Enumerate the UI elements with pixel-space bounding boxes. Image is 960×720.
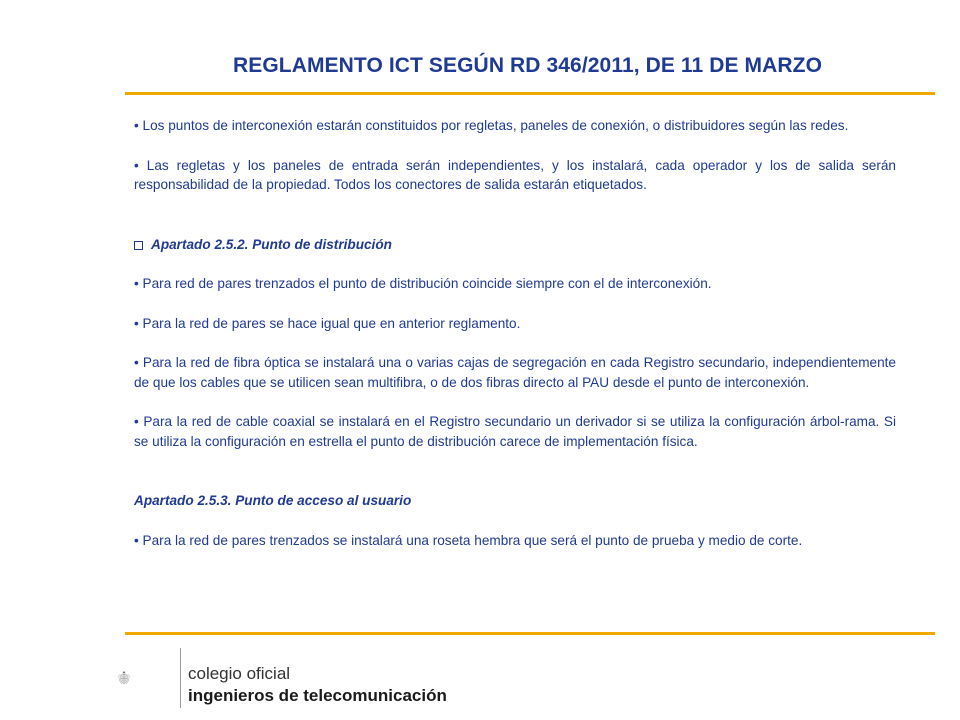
slide-title: REGLAMENTO ICT SEGÚN RD 346/2011, DE 11 DE MARZO [232, 54, 823, 77]
bottom-divider [125, 632, 935, 635]
logo-text-colegio: colegio oficial [188, 664, 291, 683]
checkbox-bullet-icon [134, 241, 143, 250]
section-heading-distribucion [134, 235, 896, 255]
coat-of-arms-logo-icon [118, 640, 178, 716]
paragraph-fibra-optica: • Para la red de fibra óptica se instalará una o varias cajas de segregación en cada Registro secundario, independientemente de que los cables que se utilicen sean multifibra, o de dos fibras directo al PAU desde el punto de interconexión. [134, 355, 896, 390]
logo-text-ingenieros: ingenieros de telecomunicación [188, 686, 447, 705]
paragraph-pares-trenzados: • Para red de pares trenzados el punto de distribución coincide siempre con el de interconexión. [134, 276, 712, 291]
logo-separator [180, 648, 181, 708]
paragraph-cable-coaxial: • Para la red de cable coaxial se instalará en el Registro secundario un derivador si se utiliza la configuración árbol-rama. Si se utiliza la configuración en estrella el punto de distribución carece de implementación física. [134, 414, 896, 449]
paragraph-regletas: • Las regletas y los paneles de entrada serán independientes, y los instalará, cada operador y los de salida serán responsabilidad de la propiedad. Todos los conectores de salida estarán etiquetados. [134, 157, 896, 192]
slide-body [134, 116, 896, 550]
top-divider [125, 92, 935, 95]
section-heading-acceso: Apartado 2.5.3. Punto de acceso al usuario [134, 493, 412, 508]
paragraph-red-pares: • Para la red de pares se hace igual que en anterior reglamento. [134, 315, 521, 331]
paragraph-interconexion: • Los puntos de interconexión estarán constituidos por regletas, paneles de conexión, o distribuidores según las redes. [134, 118, 849, 133]
section-heading-distribucion-text: Apartado 2.5.2. Punto de distribución [151, 236, 392, 252]
paragraph-roseta: • Para la red de pares trenzados se instalará una roseta hembra que será el punto de prueba y medio de corte. [134, 532, 803, 548]
